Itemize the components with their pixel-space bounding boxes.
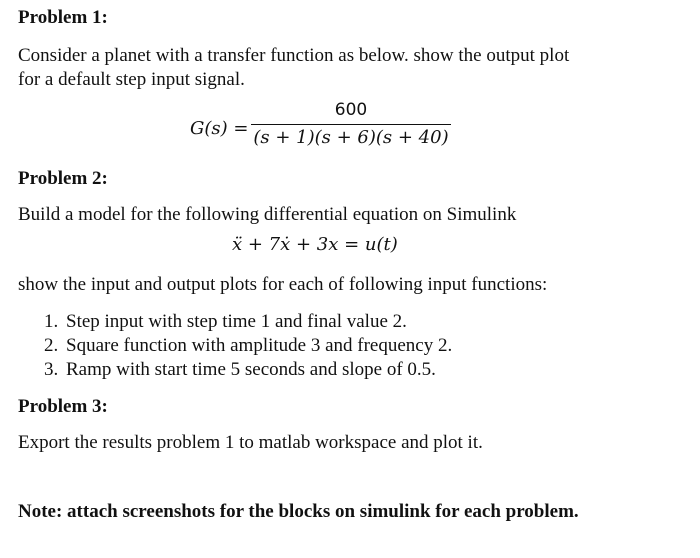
note-text: Note: attach screenshots for the blocks on simulink for each problem. <box>18 501 579 522</box>
list-item <box>44 358 452 382</box>
problem-3-text: Export the results problem 1 to matlab workspace and plot it. <box>18 432 483 453</box>
transfer-function-numerator: 600 <box>334 100 368 120</box>
transfer-function-fraction <box>251 100 451 148</box>
problem-2-heading: Problem 2: <box>18 168 108 189</box>
problem-2-text: Build a model for the following differential equation on Simulink <box>18 204 517 225</box>
list-item-text: Square function with amplitude 3 and frequency 2. <box>66 335 453 356</box>
problem-3-heading: Problem 3: <box>18 396 108 417</box>
transfer-function-denominator: (s + 1)(s + 6)(s + 40) <box>253 127 449 148</box>
list-item-number: 1. <box>44 311 59 332</box>
input-function-list <box>44 310 452 382</box>
list-item-number: 3. <box>44 359 59 380</box>
list-item <box>44 334 452 358</box>
problem-1-text-line-2: for a default step input signal. <box>18 69 245 90</box>
transfer-function-lhs <box>190 118 248 139</box>
list-item <box>44 310 452 334</box>
problem-2-instruction: show the input and output plots for each of following input functions: <box>18 274 548 295</box>
differential-equation: ẍ + 7ẋ + 3x = u(t) <box>232 234 398 255</box>
list-item-number: 2. <box>44 335 59 356</box>
transfer-function-lhs-text: G(s) = <box>190 118 249 139</box>
list-item-text: Step input with step time 1 and final value 2. <box>66 311 407 332</box>
problem-1-heading: Problem 1: <box>18 7 108 28</box>
problem-1-text-line-1: Consider a planet with a transfer function as below. show the output plot <box>18 45 570 66</box>
list-item-text: Ramp with start time 5 seconds and slope of 0.5. <box>66 359 436 380</box>
